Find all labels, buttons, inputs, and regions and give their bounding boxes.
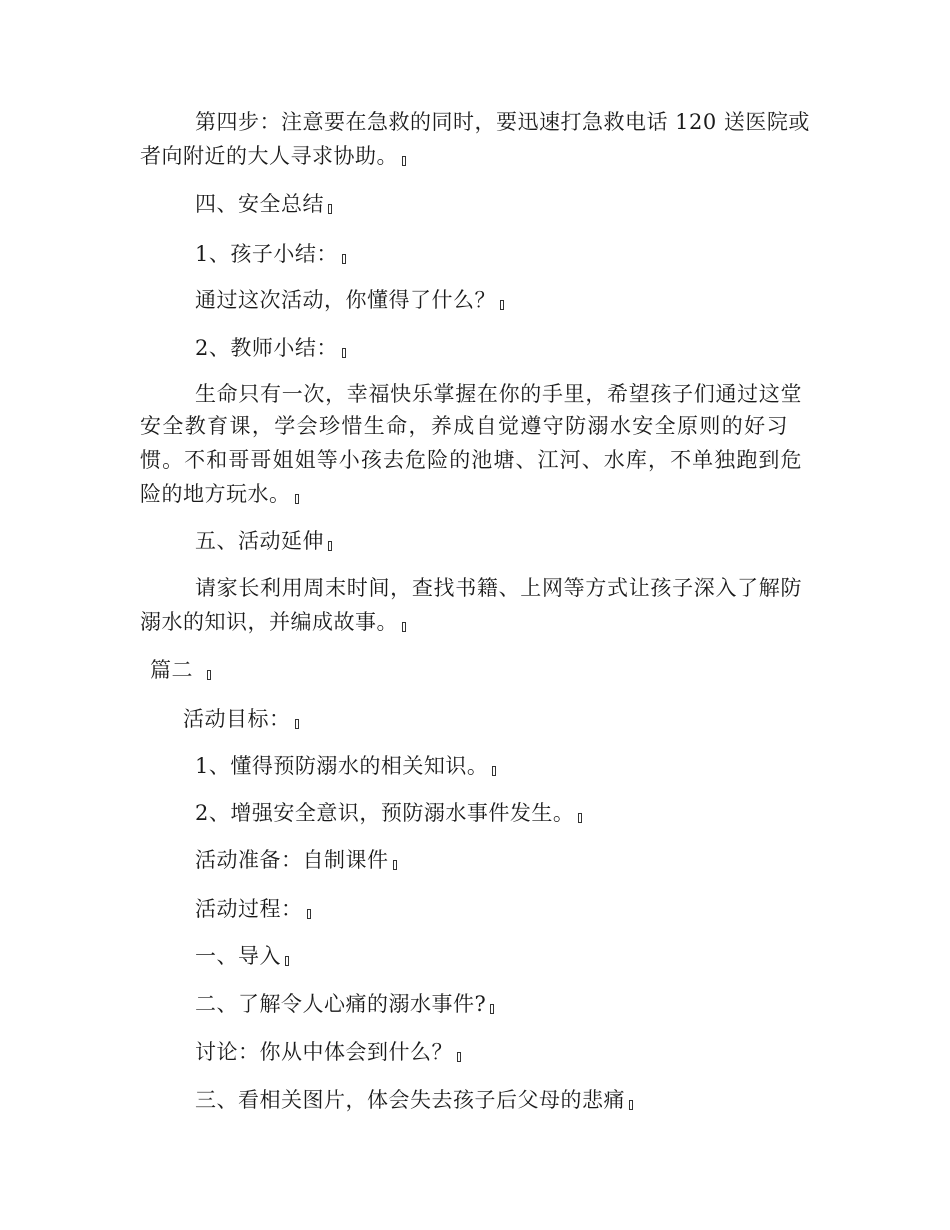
paragraph-mark-icon bbox=[629, 1100, 633, 1110]
text: 五、活动延伸 bbox=[195, 529, 324, 553]
paragraph-line bbox=[195, 574, 802, 602]
text: 四、安全总结 bbox=[195, 192, 324, 216]
paragraph-mark-icon bbox=[295, 719, 299, 729]
paragraph-line bbox=[195, 108, 810, 136]
text: 安全教育课，学会珍惜生命，养成自觉遵守防溺水安全原则的好习 bbox=[140, 414, 788, 438]
section-heading bbox=[195, 527, 332, 555]
paragraph-mark-icon bbox=[402, 156, 406, 166]
paragraph-mark-icon bbox=[307, 909, 311, 919]
part-heading bbox=[150, 656, 211, 684]
paragraph-line bbox=[195, 286, 504, 314]
paragraph-line bbox=[195, 380, 802, 408]
text: 溺水的知识，并编成故事。 bbox=[140, 610, 398, 634]
paragraph-line bbox=[195, 240, 346, 268]
paragraph-mark-icon bbox=[328, 204, 332, 214]
paragraph-line bbox=[140, 412, 788, 440]
paragraph-mark-icon bbox=[402, 622, 406, 632]
paragraph-mark-icon bbox=[342, 254, 346, 264]
paragraph-mark-icon bbox=[578, 813, 582, 823]
paragraph-line bbox=[195, 799, 582, 827]
paragraph-line bbox=[195, 895, 311, 923]
paragraph-line bbox=[183, 705, 299, 733]
paragraph-line bbox=[195, 846, 397, 874]
paragraph-line bbox=[140, 480, 299, 508]
text: 2、增强安全意识，预防溺水事件发生。 bbox=[195, 801, 575, 825]
paragraph-mark-icon bbox=[342, 348, 346, 358]
paragraph-line bbox=[140, 142, 406, 170]
text: 三、看相关图片，体会失去孩子后父母的悲痛 bbox=[195, 1088, 625, 1112]
paragraph-line bbox=[195, 334, 346, 362]
paragraph-line bbox=[195, 1038, 461, 1066]
text: 活动过程： bbox=[195, 897, 303, 921]
paragraph-mark-icon bbox=[500, 300, 504, 310]
text: 一、导入 bbox=[195, 944, 281, 968]
text: 篇二 bbox=[150, 658, 193, 682]
paragraph-mark-icon bbox=[393, 860, 397, 870]
section-heading bbox=[195, 990, 494, 1018]
text: 二、了解令人心痛的溺水事件? bbox=[195, 992, 487, 1016]
text: 请家长利用周末时间，查找书籍、上网等方式让孩子深入了解防 bbox=[195, 576, 802, 600]
paragraph-line bbox=[195, 752, 496, 780]
text: 惯。不和哥哥姐姐等小孩去危险的池塘、江河、水库，不单独跑到危 bbox=[140, 448, 802, 472]
text: 活动目标： bbox=[183, 707, 291, 731]
paragraph-mark-icon bbox=[328, 541, 332, 551]
text: 活动准备：自制课件 bbox=[195, 848, 389, 872]
paragraph-mark-icon bbox=[457, 1052, 461, 1062]
section-heading bbox=[195, 190, 332, 218]
paragraph-mark-icon bbox=[490, 1004, 494, 1014]
text: 生命只有一次，幸福快乐掌握在你的手里，希望孩子们通过这堂 bbox=[195, 382, 802, 406]
paragraph-mark-icon bbox=[285, 956, 289, 966]
text: 2、教师小结： bbox=[195, 336, 338, 360]
paragraph-mark-icon bbox=[492, 766, 496, 776]
section-heading bbox=[195, 1086, 633, 1114]
paragraph-line bbox=[140, 446, 802, 474]
section-heading bbox=[195, 942, 289, 970]
text: 者向附近的大人寻求协助。 bbox=[140, 144, 398, 168]
text: 1、懂得预防溺水的相关知识。 bbox=[195, 754, 489, 778]
paragraph-line bbox=[140, 608, 406, 636]
paragraph-mark-icon bbox=[207, 670, 211, 680]
text: 第四步：注意要在急救的同时，要迅速打急救电话 120 送医院或 bbox=[195, 110, 810, 134]
text: 通过这次活动，你懂得了什么？ bbox=[195, 288, 496, 312]
paragraph-mark-icon bbox=[295, 494, 299, 504]
text: 讨论：你从中体会到什么？ bbox=[195, 1040, 453, 1064]
text: 1、孩子小结： bbox=[195, 242, 338, 266]
text: 险的地方玩水。 bbox=[140, 482, 291, 506]
